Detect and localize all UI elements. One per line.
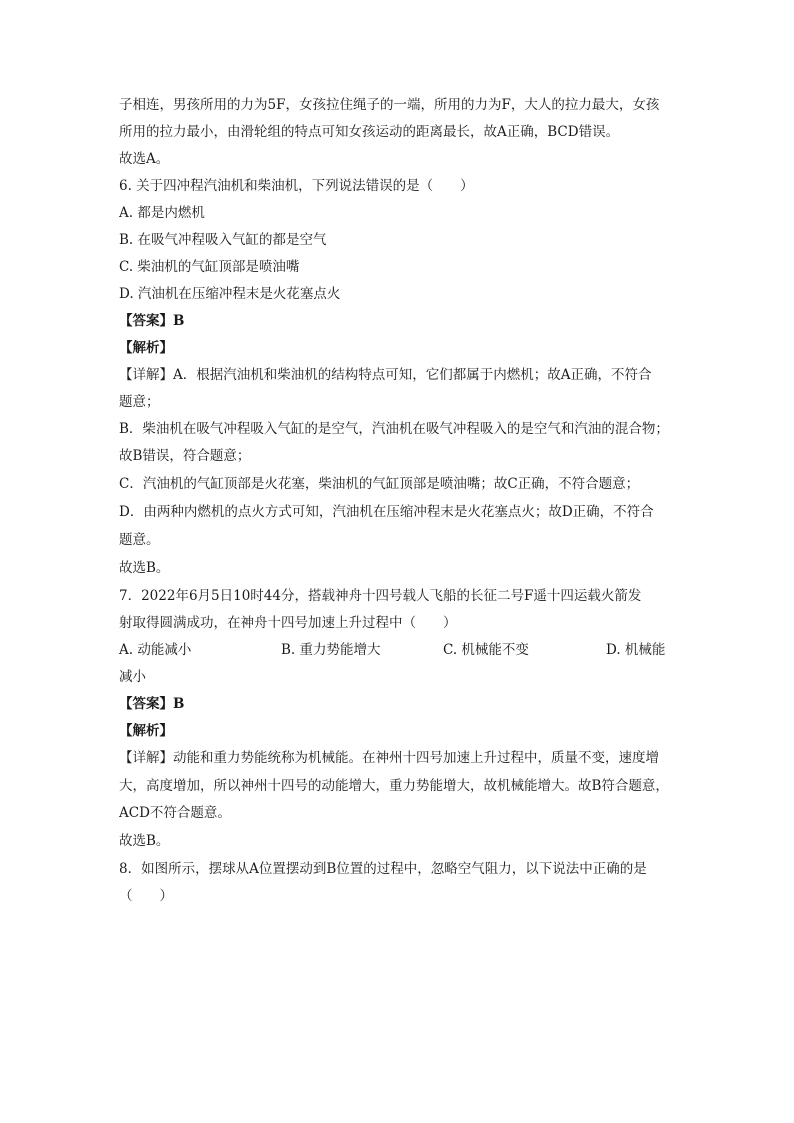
q6-option-c: C. 柴油机的气缸顶部是喷油嘴	[119, 259, 300, 275]
q6-detail-line-5: C．汽油机的气缸顶部是火花塞，柴油机的气缸顶部是喷油嘴；故C正确，不符合题意；	[119, 476, 640, 492]
q7-analysis-label: 【解析】	[119, 723, 173, 739]
q6-option-b: B. 在吸气冲程吸入气缸的都是空气	[119, 232, 327, 248]
q6-answer: 【答案】B	[119, 313, 185, 329]
q7-option-c: C. 机械能不变	[443, 642, 529, 658]
q6-detail-line-4: 故B错误，符合题意；	[119, 448, 251, 464]
q8-stem-line-2: （ ）	[119, 888, 173, 904]
q6-stem: 6. 关于四冲程汽油机和柴油机，下列说法错误的是（ ）	[119, 178, 474, 194]
q5-conclusion: 故选A。	[119, 151, 170, 167]
q7-option-d-wrap: 减小	[119, 669, 146, 685]
q6-detail-line-7: 题意。	[119, 532, 160, 548]
q7-options-row	[119, 637, 679, 663]
q6-analysis-label: 【解析】	[119, 340, 173, 356]
q7-option-b: B. 重力势能增大	[281, 642, 381, 658]
q7-option-a: A. 动能减小	[119, 642, 192, 658]
q7-stem-line-1: 7．2022年6月5日10时44分，搭载神舟十四号载人飞船的长征二号F遥十四运载火箭发	[119, 588, 642, 604]
q5-explanation-line-1: 子相连，男孩所用的力为5F，女孩拉住绳子的一端，所用的力为F，大人的拉力最大，女孩	[119, 97, 660, 113]
q7-conclusion: 故选B。	[119, 833, 170, 849]
q6-conclusion: 故选B。	[119, 560, 170, 576]
q7-detail-line-1: 【详解】动能和重力势能统称为机械能。在神州十四号加速上升过程中，质量不变，速度增	[119, 750, 659, 766]
q7-option-d: D. 机械能	[606, 642, 666, 658]
q7-detail-line-3: ACD不符合题意。	[119, 805, 231, 821]
q7-answer: 【答案】B	[119, 696, 185, 712]
q7-stem-line-2: 射取得圆满成功，在神舟十四号加速上升过程中（ ）	[119, 615, 457, 631]
q8-stem-line-1: 8．如图所示，摆球从A位置摆动到B位置的过程中，忽略空气阻力，以下说法中正确的是	[119, 861, 647, 877]
q7-detail-line-2: 大，高度增加，所以神州十四号的动能增大，重力势能增大，故机械能增大。故B符合题意，	[119, 778, 669, 794]
q6-option-a: A. 都是内燃机	[119, 205, 205, 221]
q6-option-d: D. 汽油机在压缩冲程末是火花塞点火	[119, 286, 341, 302]
q6-detail-line-1: 【详解】A．根据汽油机和柴油机的结构特点可知，它们都属于内燃机；故A正确，不符合	[119, 367, 652, 383]
q6-detail-line-2: 题意；	[119, 394, 160, 410]
q6-detail-line-3: B．柴油机在吸气冲程吸入气缸的是空气，汽油机在吸气冲程吸入的是空气和汽油的混合物；	[119, 421, 669, 437]
q5-explanation-line-2: 所用的拉力最小，由滑轮组的特点可知女孩运动的距离最长，故A正确，BCD错误。	[119, 124, 620, 140]
q6-detail-line-6: D．由两种内燃机的点火方式可知，汽油机在压缩冲程末是火花塞点火；故D正确，不符合	[119, 504, 654, 520]
